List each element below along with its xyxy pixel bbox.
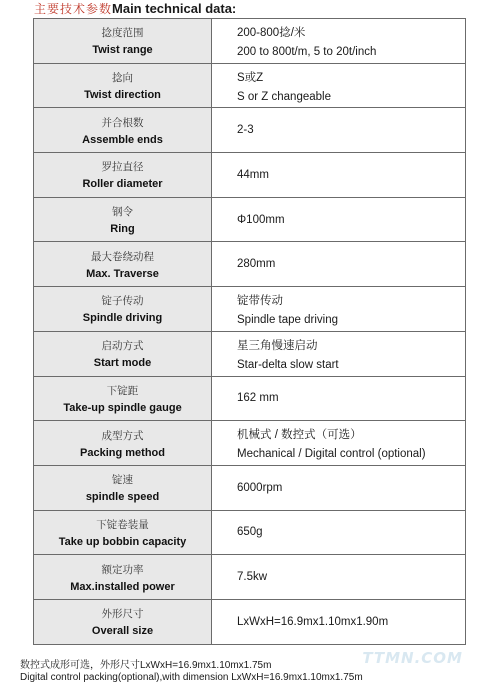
spec-label-english: Twist range	[92, 44, 153, 57]
spec-label-chinese: 捻向	[112, 72, 133, 85]
watermark-logo: TTMN.COM	[362, 649, 463, 667]
spec-label-english: Take-up spindle gauge	[63, 401, 182, 414]
title-english: Main technical data:	[112, 1, 237, 16]
spec-value-cell	[212, 421, 466, 465]
spec-label-english: Max. Traverse	[86, 267, 159, 280]
spec-value-cell	[212, 19, 466, 63]
spec-label-english: spindle speed	[85, 491, 160, 504]
spec-label-chinese: 下锭卷装量	[96, 518, 149, 531]
spec-table	[33, 18, 466, 645]
spec-value-cell	[212, 153, 466, 197]
spec-label-chinese: 成型方式	[101, 429, 144, 442]
spec-row	[33, 287, 466, 332]
spec-row	[33, 64, 466, 109]
spec-label-cell	[33, 64, 212, 108]
spec-row	[33, 555, 466, 600]
spec-row	[33, 198, 466, 243]
spec-row	[33, 153, 466, 198]
spec-value: 机械式 / 数控式（可选）	[237, 429, 362, 442]
spec-row	[33, 19, 466, 64]
spec-row	[33, 421, 466, 466]
spec-label-cell	[33, 332, 212, 376]
spec-row	[33, 242, 466, 287]
spec-value: Spindle tape driving	[237, 313, 339, 326]
spec-label-english: Start mode	[93, 357, 152, 370]
spec-value: Star-delta slow start	[237, 358, 339, 371]
spec-value-cell	[212, 377, 466, 421]
spec-label-chinese: 锭速	[112, 474, 133, 487]
spec-value: S或Z	[237, 71, 264, 84]
spec-label-cell	[33, 287, 212, 331]
spec-label-cell	[33, 108, 212, 152]
spec-value: S or Z changeable	[237, 90, 331, 103]
spec-label-cell	[33, 466, 212, 510]
spec-value-cell	[212, 555, 466, 599]
spec-label-chinese: 钢令	[112, 206, 133, 219]
spec-value: LxWxH=16.9mx1.10mx1.90m	[237, 615, 389, 628]
page-title	[34, 0, 236, 16]
spec-value: 200-800捻/米	[237, 26, 306, 39]
spec-label-english: Twist direction	[84, 89, 161, 102]
spec-label-cell	[33, 198, 212, 242]
spec-label-cell	[33, 242, 212, 286]
spec-value-cell	[212, 242, 466, 286]
spec-label-chinese: 外形尺寸	[101, 608, 144, 621]
spec-value: 280mm	[237, 258, 276, 271]
spec-label-english: Spindle driving	[82, 312, 163, 325]
spec-value: 星三角慢速启动	[237, 339, 318, 352]
spec-label-chinese: 最大卷绕动程	[91, 250, 154, 263]
spec-value: 6000rpm	[237, 481, 283, 494]
spec-label-cell	[33, 421, 212, 465]
footnote-english: Digital control packing(optional),with dimension LxWxH=16.9mx1.10mx1.75m	[20, 672, 363, 683]
spec-row	[33, 332, 466, 377]
spec-label-cell	[33, 511, 212, 555]
spec-value-cell	[212, 64, 466, 108]
spec-value: Mechanical / Digital control (optional)	[237, 448, 426, 461]
spec-value: 44mm	[237, 168, 269, 181]
spec-label-chinese: 罗拉直径	[101, 161, 144, 174]
spec-row	[33, 466, 466, 511]
spec-row	[33, 377, 466, 422]
spec-value: 2-3	[237, 124, 254, 137]
spec-label-chinese: 锭子传动	[101, 295, 144, 308]
spec-value-cell	[212, 198, 466, 242]
spec-value-cell	[212, 466, 466, 510]
spec-label-english: Packing method	[80, 446, 165, 459]
spec-label-english: Max.installed power	[70, 580, 175, 593]
spec-label-english: Overall size	[91, 625, 154, 638]
spec-row	[33, 511, 466, 556]
spec-label-chinese: 额定功率	[101, 563, 144, 576]
spec-label-cell	[33, 600, 212, 644]
spec-value: 200 to 800t/m, 5 to 20t/inch	[237, 45, 377, 58]
spec-label-chinese: 捻度范围	[101, 27, 144, 40]
spec-label-chinese: 启动方式	[101, 340, 144, 353]
spec-value: 7.5kw	[237, 571, 268, 584]
spec-row	[33, 600, 466, 645]
footnote-chinese: 数控式成形可选，外形尺寸LxWxH=16.9mx1.10mx1.75m	[20, 660, 272, 671]
spec-value-cell	[212, 600, 466, 644]
spec-label-english: Roller diameter	[82, 178, 163, 191]
spec-label-english: Ring	[110, 223, 135, 236]
spec-row	[33, 108, 466, 153]
spec-value-cell	[212, 287, 466, 331]
spec-label-cell	[33, 19, 212, 63]
spec-label-english: Assemble ends	[82, 133, 163, 146]
spec-label-chinese: 下锭距	[106, 384, 139, 397]
spec-value-cell	[212, 108, 466, 152]
spec-value: 162 mm	[237, 392, 279, 405]
spec-label-cell	[33, 153, 212, 197]
spec-label-cell	[33, 377, 212, 421]
spec-value-cell	[212, 332, 466, 376]
spec-value: 650g	[237, 526, 263, 539]
title-chinese: 主要技术参数	[34, 2, 113, 16]
spec-label-cell	[33, 555, 212, 599]
spec-label-english: Take up bobbin capacity	[58, 535, 187, 548]
spec-value-cell	[212, 511, 466, 555]
spec-label-chinese: 并合根数	[101, 116, 144, 129]
spec-value: Φ100mm	[237, 213, 285, 226]
spec-value: 锭带传动	[237, 294, 283, 307]
